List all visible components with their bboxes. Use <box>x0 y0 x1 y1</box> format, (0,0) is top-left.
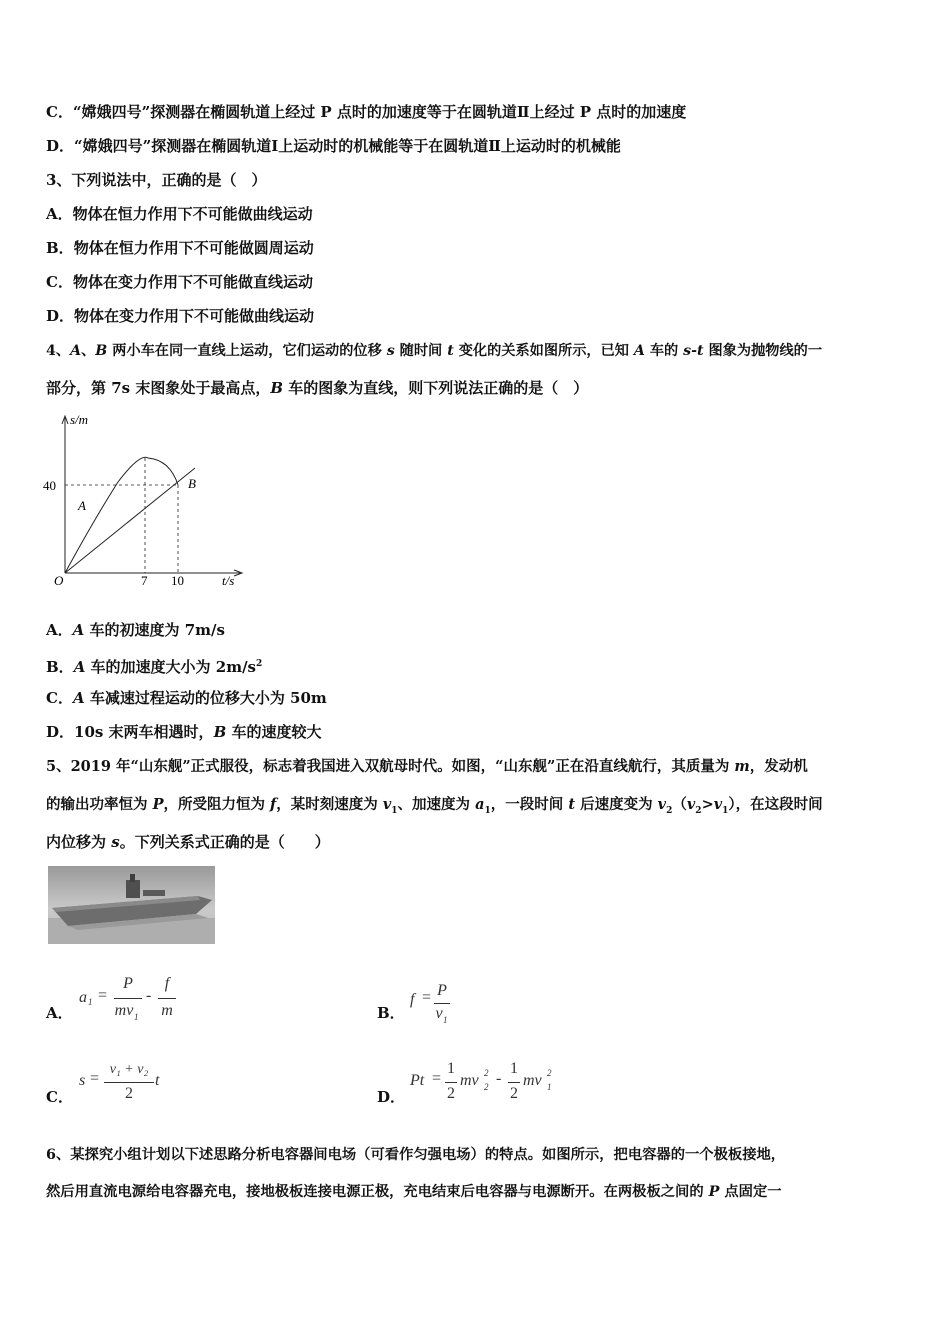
q5-stem-line2: 的输出功率恒为 P，所受阻力恒为 f，某时刻速度为 $v_1$、加速度为 $a_1$，一段时间 t 后速度变为 $v_2(v_2>v_1)$，在这段时间 <box>46 796 823 816</box>
q6-stem-line2: 然后用直流电源给电容器充电，接地极板连接电源正极，充电结束后电容器与电源断开。在两极板之间的 P 点固定一 <box>46 1184 782 1200</box>
x-tick-10: 10 <box>171 573 184 588</box>
q3-option-b: B．物体在恒力作用下不可能做圆周运动 <box>46 239 314 257</box>
q4-st-graph <box>40 408 250 588</box>
q2-option-d: D．“嫦娥四号”探测器在椭圆轨道Ⅰ上运动时的机械能等于在圆轨道Ⅱ上运动时的机械能 <box>46 137 621 155</box>
q5-option-c-label: C． <box>46 1088 73 1106</box>
q2-option-c: C．“嫦娥四号”探测器在椭圆轨道上经过 P 点时的加速度等于在圆轨道Ⅱ上经过 P 点时的加速度 <box>46 103 687 121</box>
curve-a <box>65 457 178 573</box>
q4-option-c: C．A 车减速过程运动的位移大小为 50m <box>46 689 327 707</box>
q5-option-b-label: B． <box>377 1004 405 1022</box>
q4-option-d: D．10s 末两车相遇时，B 车的速度较大 <box>46 723 322 741</box>
q3-stem: 3、下列说法中，正确的是（ ） <box>46 171 267 189</box>
line-b <box>65 468 195 573</box>
q5-stem-line3: 内位移为 s。下列关系式正确的是（ ） <box>46 833 330 851</box>
q3-option-d: D．物体在变力作用下不可能做曲线运动 <box>46 307 315 325</box>
q4-stem-line2: 部分，第 7s 末图象处于最高点，B 车的图象为直线，则下列说法正确的是（ ） <box>46 379 589 397</box>
y-tick-40: 40 <box>43 478 56 493</box>
q5-stem-line1: 5、2019 年“山东舰”正式服役，标志着我国进入双航母时代。如图，“山东舰”正在沿直线航行，其质量为 m，发动机 <box>46 758 808 775</box>
q4-option-a: A．A 车的初速度为 7m/s <box>46 621 225 639</box>
aircraft-carrier-photo <box>48 866 215 944</box>
q5-option-d-label: D． <box>377 1088 406 1106</box>
curve-a-label: A <box>78 498 86 513</box>
origin-label: O <box>54 573 64 588</box>
y-axis-label: s/m <box>70 412 89 427</box>
q3-option-a: A．物体在恒力作用下不可能做曲线运动 <box>46 205 313 223</box>
q6-stem-line1: 6、某探究小组计划以下述思路分析电容器间电场（可看作匀强电场）的特点。如图所示，把电容器的一个极板接地， <box>46 1147 786 1163</box>
line-b-label: B <box>188 476 196 491</box>
q4-option-b: B．A 车的加速度大小为 $2m/s^2$ <box>46 658 263 676</box>
q3-option-c: C．物体在变力作用下不可能做直线运动 <box>46 273 313 291</box>
x-tick-7: 7 <box>141 573 148 588</box>
q5-option-a-label: A． <box>46 1004 73 1022</box>
q4-stem-line1: 4、A、B 两小车在同一直线上运动，它们运动的位移 s 随时间 t 变化的关系如图所示，已知 A 车的 s-t 图象为抛物线的一 <box>46 343 823 359</box>
x-axis-label: t/s <box>222 573 235 588</box>
